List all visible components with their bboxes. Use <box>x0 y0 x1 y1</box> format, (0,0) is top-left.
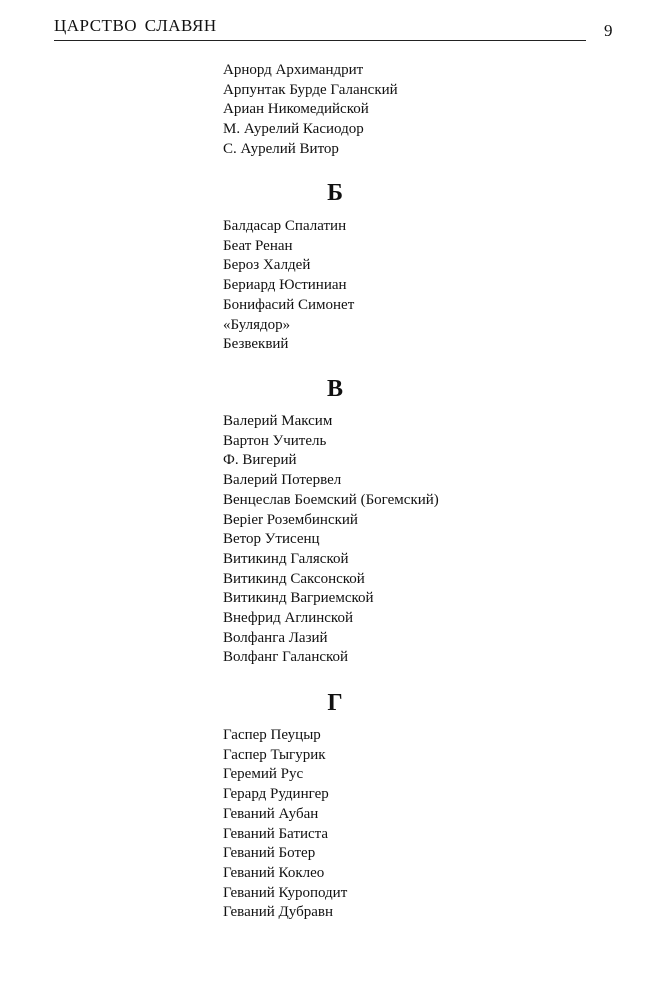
list-item: Арпунтак Бурде Галанский <box>223 81 398 98</box>
running-title: ЦАРСТВО СЛАВЯН <box>54 16 217 35</box>
section-letter-g: Г <box>327 690 343 716</box>
list-item: Геваний Аубан <box>223 805 319 822</box>
name-list <box>223 61 553 160</box>
section-b <box>223 217 553 355</box>
list-item: Волфанга Лазий <box>223 629 328 646</box>
list-item: Вартон Учитель <box>223 432 327 449</box>
section-g <box>223 726 553 923</box>
list-item: Ветор Утисенц <box>223 531 320 548</box>
list-item: Гаспер Пеуцыр <box>223 727 321 743</box>
list-item: Беат Ренан <box>223 237 293 254</box>
list-item: Геваний Ботер <box>223 845 316 862</box>
list-item: Геремий Рус <box>223 766 304 783</box>
section-letter-b: Б <box>327 180 343 206</box>
list-item: Волфанг Галанской <box>223 649 349 666</box>
list-item: Витикинд Галяской <box>223 550 349 567</box>
running-head <box>54 14 586 41</box>
list-item: Геваний Куроподит <box>223 884 348 901</box>
list-item: Ариан Никомедийской <box>223 101 369 118</box>
list-item: Ф. Вигерий <box>223 452 297 469</box>
list-item: Герард Рудингер <box>223 786 329 803</box>
list-item: Бонифасий Симонет <box>223 296 355 313</box>
list-item: «Булядор» <box>223 316 291 333</box>
section-v <box>223 412 553 668</box>
page-number: 9 <box>604 21 613 40</box>
section-letter-v: В <box>326 376 343 402</box>
list-item: Венцеслав Боемский (Богемский) <box>223 491 439 508</box>
list-item: Валерий Потервел <box>223 472 342 489</box>
list-item: Бероз Халдей <box>223 257 311 274</box>
list-item: Балдасар Спалатин <box>223 218 347 234</box>
list-item: М. Аурелий Касиодор <box>223 121 364 138</box>
name-list <box>223 412 553 668</box>
list-item: Геваний Дубравн <box>223 904 333 921</box>
list-item: Внефрид Аглинской <box>223 610 353 627</box>
list-item: Гаспер Тыгурик <box>223 746 326 763</box>
list-item: Арнорд Архимандрит <box>223 62 364 78</box>
list-item: Геваний Коклео <box>223 864 325 881</box>
list-item: Витикинд Вагриемской <box>223 590 374 607</box>
name-list <box>223 726 553 923</box>
list-item: С. Аурелий Витор <box>223 140 339 157</box>
list-item: Геваний Батиста <box>223 825 329 842</box>
list-item: Верier Розембинский <box>223 511 358 528</box>
list-item: Витикинд Саксонской <box>223 570 365 587</box>
list-item: Безвеквий <box>223 336 289 353</box>
name-list <box>223 217 553 355</box>
list-item: Валерий Максим <box>223 413 333 429</box>
list-item: Бериард Юстиниан <box>223 277 347 294</box>
section-a-continued <box>223 61 553 160</box>
